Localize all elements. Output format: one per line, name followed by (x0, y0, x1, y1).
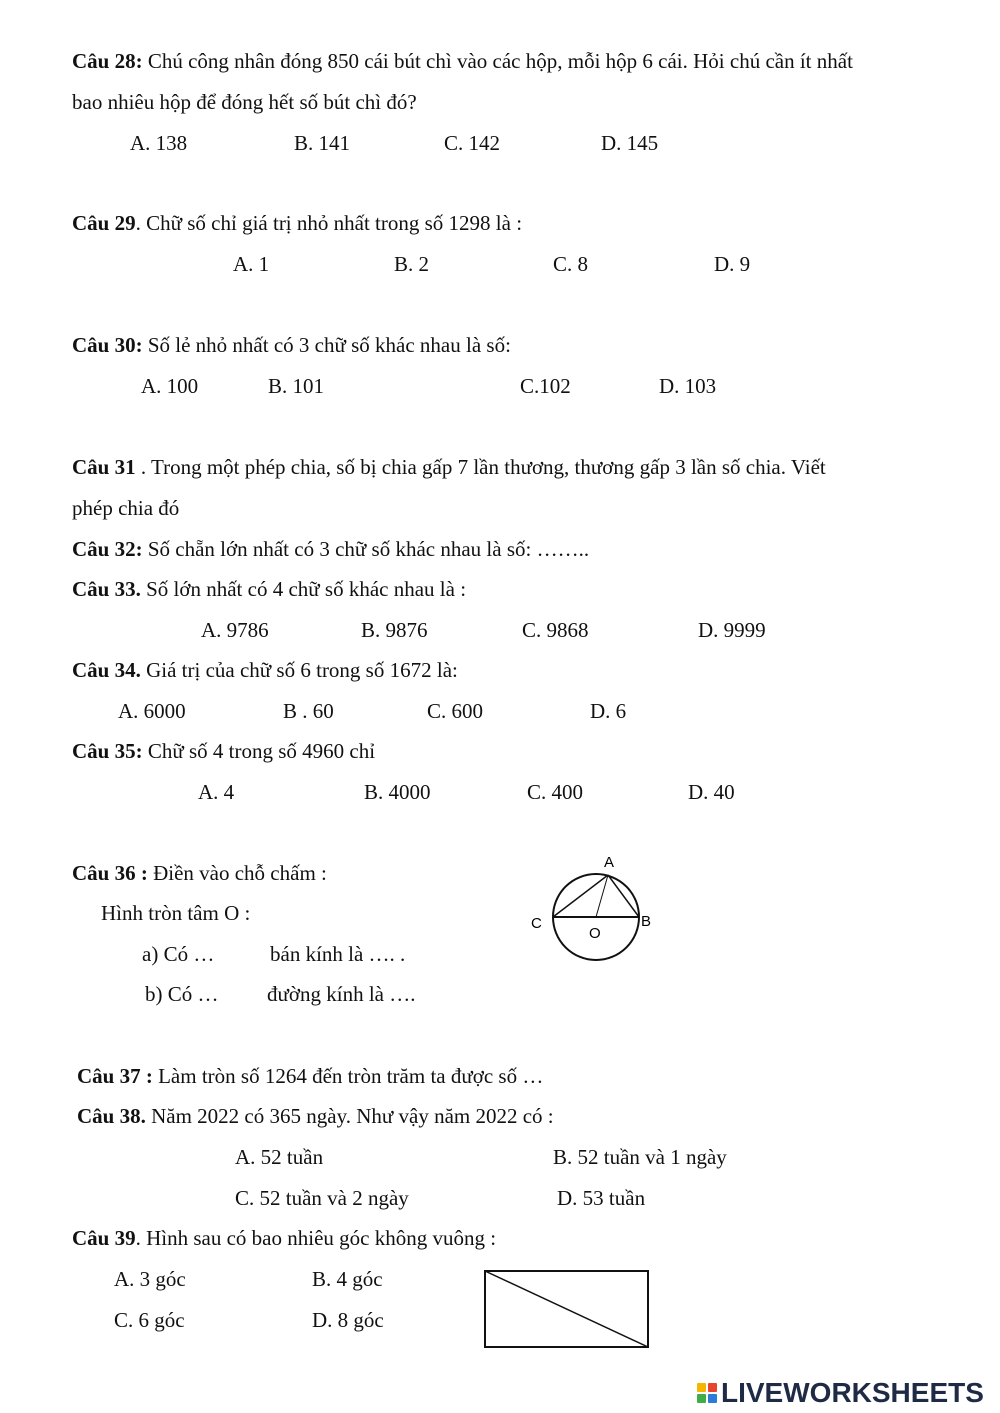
question-text: Chữ số 4 trong số 4960 chỉ (142, 739, 376, 763)
option-d: D. 9999 (698, 618, 766, 642)
option-a: A. 138 (130, 131, 188, 155)
question-text: Giá trị của chữ số 6 trong số 1672 là: (140, 658, 458, 682)
option-b: B . 60 (283, 699, 334, 723)
option-c: C. 600 (427, 699, 484, 723)
circle-figure (525, 848, 660, 966)
option-a: A. 4 (198, 780, 235, 804)
question-label: Câu 31 (72, 455, 136, 479)
option-c: C. 142 (444, 131, 501, 155)
blank-a-radius: bán kính là …. . (270, 942, 406, 966)
option-b: B. 52 tuần và 1 ngày (553, 1145, 727, 1169)
question-label: Câu 29 (72, 211, 136, 235)
option-a: A. 1 (233, 252, 270, 276)
question-label: Câu 33. (72, 577, 141, 601)
option-c: C.102 (520, 374, 571, 398)
question-32 (72, 537, 589, 561)
option-b: B. 4000 (364, 780, 431, 804)
question-text: . Trong một phép chia, số bị chia gấp 7 lần thương, thương gấp 3 lần số chia. Viết (135, 455, 826, 479)
question-37 (77, 1064, 543, 1088)
label-b: B (641, 913, 652, 930)
option-c: C. 8 (553, 252, 589, 276)
question-36 (72, 861, 327, 885)
question-28-line-2: bao nhiêu hộp để đóng hết số bút chì đó? (72, 90, 417, 114)
liveworksheets-logo (697, 1378, 984, 1408)
question-label: Câu 32: (72, 537, 143, 561)
option-a: A. 9786 (201, 618, 269, 642)
option-d: D. 53 tuần (557, 1186, 646, 1210)
question-30 (72, 333, 511, 357)
option-d: D. 8 góc (312, 1308, 384, 1332)
rectangle-diagonal (485, 1271, 648, 1347)
question-label: Câu 34. (72, 658, 141, 682)
option-a: A. 6000 (118, 699, 186, 723)
blank-a-count: a) Có … (142, 942, 215, 966)
option-b: B. 141 (294, 131, 351, 155)
option-a: A. 3 góc (114, 1267, 186, 1291)
question-label: Câu 36 : (72, 861, 148, 885)
question-label: Câu 39 (72, 1226, 136, 1250)
question-text: . Hình sau có bao nhiêu góc không vuông : (135, 1226, 497, 1250)
option-b: B. 101 (268, 374, 325, 398)
label-c: C (531, 915, 542, 932)
option-a: A. 100 (141, 374, 199, 398)
question-text: . Chữ số chỉ giá trị nhỏ nhất trong số 1298 là : (135, 211, 523, 235)
option-d: D. 103 (659, 374, 717, 398)
question-text: Số lớn nhất có 4 chữ số khác nhau là : (140, 577, 467, 601)
option-d: D. 145 (601, 131, 659, 155)
option-c: C. 400 (527, 780, 584, 804)
option-d: D. 9 (714, 252, 751, 276)
option-b: B. 2 (394, 252, 430, 276)
question-text: Làm tròn số 1264 đến tròn trăm ta được số … (152, 1064, 544, 1088)
question-text: Điền vào chỗ chấm : (147, 861, 327, 885)
question-label: Câu 38. (77, 1104, 146, 1128)
blank-b-diameter: đường kính là …. (267, 982, 416, 1006)
question-29 (72, 211, 522, 235)
question-34 (72, 658, 458, 682)
question-text: Số chẵn lớn nhất có 3 chữ số khác nhau là số: …….. (142, 537, 590, 561)
option-b: B. 4 góc (312, 1267, 383, 1291)
logo-mark-icon (697, 1383, 717, 1403)
question-39 (72, 1226, 496, 1250)
question-33 (72, 577, 466, 601)
label-a: A (604, 854, 615, 871)
question-text: Số lẻ nhỏ nhất có 3 chữ số khác nhau là số: (142, 333, 511, 357)
question-38 (77, 1104, 554, 1128)
chord-ca (553, 875, 608, 917)
question-label: Câu 28: (72, 49, 143, 73)
radius-oa (596, 875, 608, 917)
option-c: C. 9868 (522, 618, 589, 642)
option-d: D. 40 (688, 780, 735, 804)
question-28-line-1 (72, 49, 853, 73)
option-a: A. 52 tuần (235, 1145, 324, 1169)
question-31-line-1 (72, 455, 826, 479)
option-c: C. 52 tuần và 2 ngày (235, 1186, 409, 1210)
question-35 (72, 739, 375, 763)
question-31-line-2: phép chia đó (72, 496, 180, 520)
blank-b-count: b) Có … (145, 982, 219, 1006)
label-o: O (589, 925, 601, 942)
question-36-subtitle: Hình tròn tâm O : (101, 901, 251, 925)
rectangle-figure (483, 1269, 651, 1351)
question-text: Chú công nhân đóng 850 cái bút chì vào các hộp, mỗi hộp 6 cái. Hỏi chú cần ít nhất (142, 49, 853, 73)
question-text: Năm 2022 có 365 ngày. Như vậy năm 2022 có : (145, 1104, 554, 1128)
option-d: D. 6 (590, 699, 627, 723)
option-b: B. 9876 (361, 618, 428, 642)
question-label: Câu 35: (72, 739, 143, 763)
question-label: Câu 37 : (77, 1064, 153, 1088)
logo-text: LIVEWORKSHEETS (721, 1377, 984, 1408)
question-label: Câu 30: (72, 333, 143, 357)
option-c: C. 6 góc (114, 1308, 185, 1332)
